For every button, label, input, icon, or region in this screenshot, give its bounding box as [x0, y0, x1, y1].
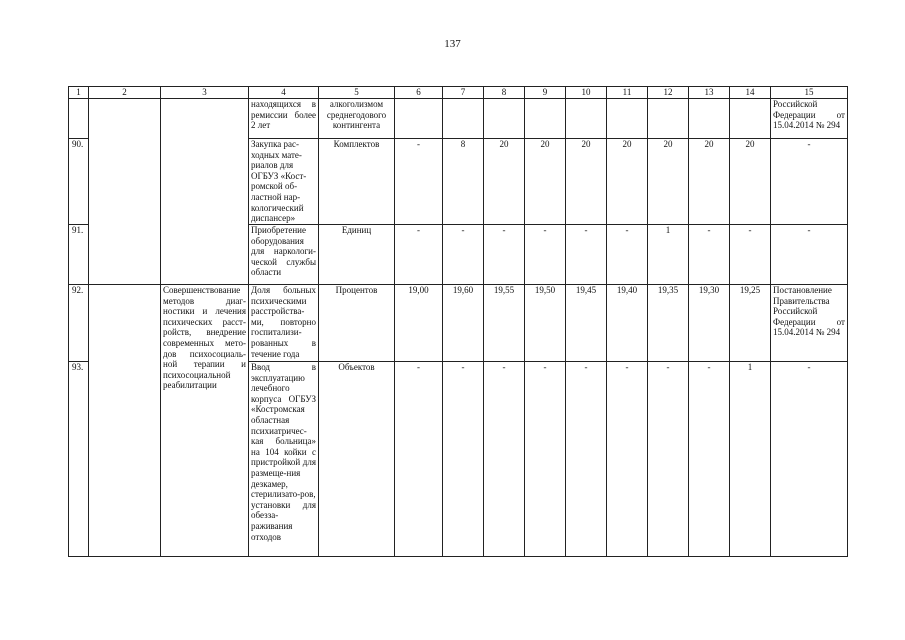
col-header-1: 1 — [69, 87, 89, 99]
value-cell: 19,25 — [730, 285, 771, 362]
value-cell: - — [484, 225, 525, 285]
unit-cell: Процентов — [319, 285, 395, 362]
value-cell: 8 — [443, 139, 484, 225]
header-row — [69, 87, 848, 99]
basis-cell: Постановление Правительства Российской Федерации от 15.04.2014 № 294 — [771, 285, 848, 362]
indicator-cell: находящихся в ремиссии более 2 лет — [249, 99, 319, 139]
row-number — [69, 99, 89, 139]
value-cell: 1 — [730, 362, 771, 557]
value-cell: 20 — [525, 139, 566, 225]
value-cell: 20 — [566, 139, 607, 225]
value-cell: 20 — [484, 139, 525, 225]
value-cell: - — [607, 362, 648, 557]
unit-cell: алкоголизмом среднегодового контингента — [319, 99, 395, 139]
value-cell: 20 — [689, 139, 730, 225]
basis-cell: - — [771, 225, 848, 285]
indicator-cell: Закупка рас- ходных мате- риалов для ОГБУЗ «Кост- ромской об- ластной нар- кологический диспансер» — [249, 139, 319, 225]
value-cell: 20 — [730, 139, 771, 225]
table-row — [69, 99, 848, 139]
indicator-cell: Доля больных психическими расстройства-ми, повторно госпитализи-рованных в течение года — [249, 285, 319, 362]
value-cell: 19,60 — [443, 285, 484, 362]
value-cell: - — [689, 362, 730, 557]
value-cell: 1 — [648, 225, 689, 285]
table-row — [69, 285, 848, 362]
col-header-15: 15 — [771, 87, 848, 99]
value-cell: - — [443, 362, 484, 557]
value-cell — [689, 99, 730, 139]
col-header-11: 11 — [607, 87, 648, 99]
goal-cell — [89, 285, 161, 557]
value-cell — [566, 99, 607, 139]
measure-cell — [161, 99, 249, 285]
row-number: 91. — [69, 225, 89, 285]
col-header-4: 4 — [249, 87, 319, 99]
value-cell: - — [566, 225, 607, 285]
program-indicators-table — [68, 86, 848, 557]
value-cell: 19,35 — [648, 285, 689, 362]
basis-cell: Российской Федерации от 15.04.2014 № 294 — [771, 99, 848, 139]
col-header-3: 3 — [161, 87, 249, 99]
value-cell: 19,55 — [484, 285, 525, 362]
goal-cell — [89, 99, 161, 285]
value-cell: - — [607, 225, 648, 285]
value-cell: 19,40 — [607, 285, 648, 362]
value-cell: - — [484, 362, 525, 557]
col-header-6: 6 — [395, 87, 443, 99]
unit-cell: Комплектов — [319, 139, 395, 225]
row-number: 93. — [69, 362, 89, 557]
indicator-cell: Ввод в эксплуатацию лечебного корпуса ОГБУЗ «Костромская областная психиатричес-кая больница» на 104 койки с пристройкой для размеще-ния дезкамер, стерилизато-ров, установки для обезза-раживания отходов — [249, 362, 319, 557]
col-header-13: 13 — [689, 87, 730, 99]
value-cell: 19,45 — [566, 285, 607, 362]
col-header-10: 10 — [566, 87, 607, 99]
col-header-14: 14 — [730, 87, 771, 99]
col-header-7: 7 — [443, 87, 484, 99]
col-header-5: 5 — [319, 87, 395, 99]
value-cell: - — [730, 225, 771, 285]
col-header-9: 9 — [525, 87, 566, 99]
value-cell — [484, 99, 525, 139]
page-number: 137 — [444, 38, 461, 50]
basis-cell: - — [771, 139, 848, 225]
value-cell — [607, 99, 648, 139]
value-cell: - — [648, 362, 689, 557]
measure-cell: Совершенствование методов диаг-ностики и лечения психических расст-ройств, внедрение современных мето-дов психосоциаль-ной терапии и психосоциальной реабилитации — [161, 285, 249, 557]
value-cell: - — [395, 139, 443, 225]
value-cell: - — [566, 362, 607, 557]
value-cell — [525, 99, 566, 139]
value-cell: 19,30 — [689, 285, 730, 362]
value-cell — [648, 99, 689, 139]
value-cell: - — [525, 225, 566, 285]
value-cell: - — [395, 362, 443, 557]
value-cell: 20 — [648, 139, 689, 225]
indicator-cell: Приобретение оборудования для наркологи-ческой службы области — [249, 225, 319, 285]
value-cell: 19,00 — [395, 285, 443, 362]
col-header-12: 12 — [648, 87, 689, 99]
row-number: 90. — [69, 139, 89, 225]
row-number: 92. — [69, 285, 89, 362]
value-cell: - — [443, 225, 484, 285]
value-cell — [395, 99, 443, 139]
unit-cell: Объектов — [319, 362, 395, 557]
value-cell: - — [525, 362, 566, 557]
value-cell — [730, 99, 771, 139]
col-header-2: 2 — [89, 87, 161, 99]
basis-cell: - — [771, 362, 848, 557]
value-cell — [443, 99, 484, 139]
unit-cell: Единиц — [319, 225, 395, 285]
col-header-8: 8 — [484, 87, 525, 99]
value-cell: 20 — [607, 139, 648, 225]
value-cell: - — [689, 225, 730, 285]
value-cell: - — [395, 225, 443, 285]
value-cell: 19,50 — [525, 285, 566, 362]
